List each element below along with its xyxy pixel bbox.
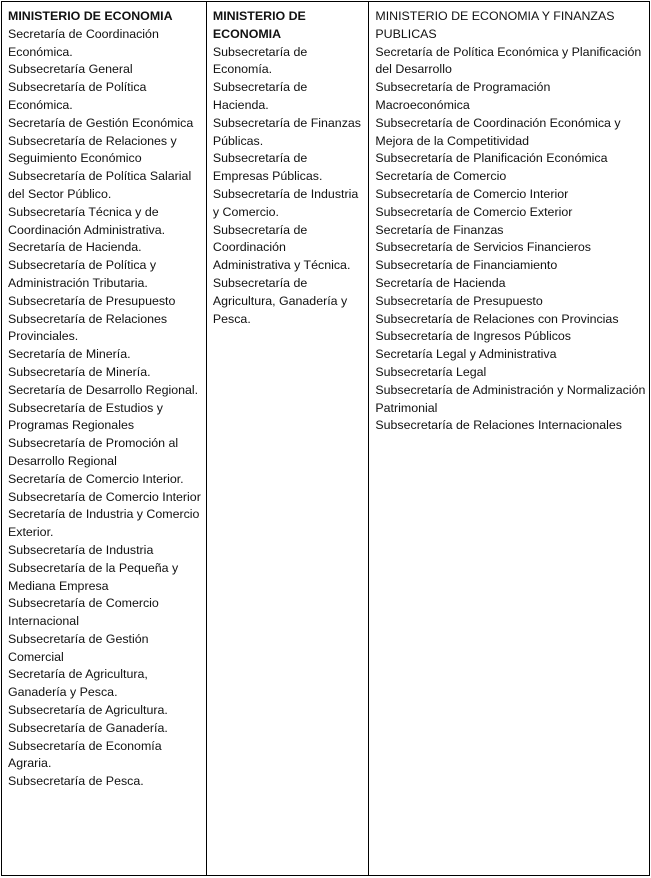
list-item: Subsecretaría de Presupuesto (8, 293, 176, 308)
list-item: Subsecretaría de Relaciones y Seguimiento Económico (8, 133, 177, 166)
list-item: Subsecretaría de Ingresos Públicos (375, 329, 571, 344)
list-item: Subsecretaría General (8, 62, 133, 77)
list-item: Secretaría de Comercio (375, 169, 507, 184)
list-item: Secretaría de Finanzas (375, 222, 504, 237)
list-item: Subsecretaría de Política Salarial del Sector Público. (8, 169, 192, 201)
list-item: Subsecretaría de Coordinación Económica y Mejora de la Competitividad (375, 115, 621, 148)
list-item: Secretaría de Hacienda. (8, 240, 142, 255)
column-header: MINISTERIO DE ECONOMIA (8, 9, 173, 23)
list-item: Secretaría de Gestión Económica (8, 115, 194, 130)
list-item: Secretaría de Política Económica y Planificación del Desarrollo (375, 44, 642, 77)
list-item: Subsecretaría de Estudios y Programas Regionales (8, 400, 163, 433)
list-item: Subsecretaría de Coordinación Administrativa y Técnica. (212, 222, 351, 273)
column-3 (369, 2, 650, 876)
list-item: Secretaría de Comercio Interior. (8, 471, 184, 486)
list-item: Subsecretaría Legal (375, 364, 487, 379)
list-item: Subsecretaría de la Pequeña y Mediana Empresa (8, 560, 179, 593)
list-item: Subsecretaría Técnica y de Coordinación Administrativa. (8, 204, 166, 237)
list-item: Secretaría de Coordinación Económica. (8, 26, 159, 59)
column-2 (206, 2, 369, 876)
list-item: Subsecretaría de Programación Macroeconómica (375, 80, 551, 112)
list-item: Secretaría de Industria y Comercio Exterior. (8, 507, 200, 540)
list-item: Subsecretaría de Relaciones Internacionales (375, 418, 622, 433)
list-item: Subsecretaría de Minería. (8, 364, 151, 379)
list-item: Subsecretaría de Financiamiento (375, 258, 558, 273)
list-item: Subsecretaría de Gestión Comercial (8, 631, 149, 664)
column-header: MINISTERIO DE ECONOMIA (212, 9, 306, 41)
list-item: Subsecretaría de Relaciones con Provincias (375, 311, 619, 326)
list-item: Subsecretaría de Empresas Públicas. (212, 151, 323, 184)
list-item: Subsecretaría de Finanzas Públicas. (212, 115, 361, 148)
list-item: Subsecretaría de Industria y Comercio. (212, 186, 359, 219)
list-item: Secretaría de Desarrollo Regional. (8, 382, 199, 397)
ministries-table (1, 1, 650, 876)
list-item: Secretaría de Agricultura, Ganadería y Pesca. (8, 667, 148, 700)
list-item: Subsecretaría de Comercio Interior (375, 186, 569, 201)
column-1 (2, 2, 207, 876)
list-item: Subsecretaría de Administración y Normalización Patrimonial (375, 382, 646, 415)
column-entries (213, 44, 367, 329)
list-item: Subsecretaría de Economía. (212, 44, 308, 77)
list-item: Subsecretaría de Agricultura, Ganadería y Pesca. (212, 275, 348, 326)
column-entries (375, 44, 647, 436)
list-item: Subsecretaría de Promoción al Desarrollo Regional (8, 436, 179, 468)
list-item: Subsecretaría de Agricultura. (8, 703, 168, 718)
list-item: Subsecretaría de Comercio Internacional (8, 596, 159, 629)
column-header: MINISTERIO DE ECONOMIA Y FINANZAS PUBLICAS (375, 9, 615, 41)
table-row (2, 2, 650, 876)
list-item: Subsecretaría de Comercio Interior (8, 489, 201, 504)
list-item: Secretaría Legal y Administrativa (375, 347, 557, 362)
list-item: Subsecretaría de Planificación Económica (375, 151, 608, 166)
list-item: Subsecretaría de Industria (8, 542, 154, 557)
list-item: Subsecretaría de Servicios Financieros (375, 240, 591, 255)
list-item: Subsecretaría de Pesca. (8, 774, 144, 789)
list-item: Subsecretaría de Comercio Exterior (375, 204, 573, 219)
list-item: Subsecretaría de Política y Administración Tributaria. (8, 258, 157, 290)
list-item: Subsecretaría de Política Económica. (8, 80, 147, 112)
list-item: Secretaría de Minería. (8, 347, 131, 362)
list-item: Subsecretaría de Ganadería. (8, 720, 168, 735)
list-item: Subsecretaría de Economía Agraria. (8, 738, 162, 771)
list-item: Subsecretaría de Presupuesto (375, 293, 543, 308)
column-entries (8, 26, 204, 791)
list-item: Subsecretaría de Hacienda. (212, 80, 308, 112)
list-item: Subsecretaría de Relaciones Provinciales. (8, 311, 168, 344)
list-item: Secretaría de Hacienda (375, 275, 506, 290)
